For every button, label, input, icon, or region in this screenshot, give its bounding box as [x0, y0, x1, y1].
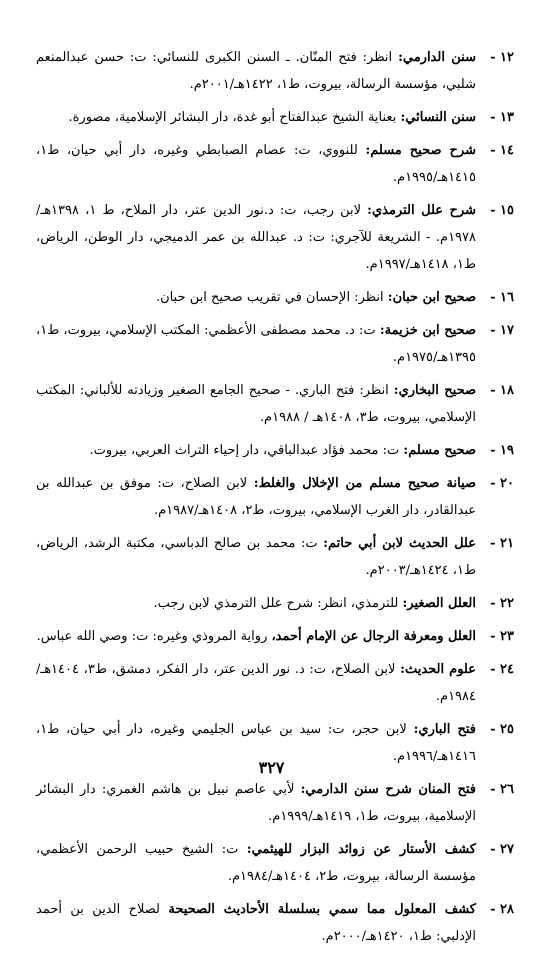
entry-title: علوم الحديث:: [400, 662, 476, 677]
entry-body: [36, 590, 476, 617]
bibliography-entry: [36, 776, 514, 830]
entry-title: صحيح ابن خزيمة:: [379, 323, 476, 338]
entry-number: ١٨ -: [490, 383, 514, 398]
bibliography-entry: [36, 656, 514, 710]
entry-body: [36, 623, 476, 650]
entry-text: لابن رجب، ت: د.نور الدين عتر، دار الملاح، ط ١، ١٣٩٨هـ/١٩٧٨م. - الشريعة للآجري: ت: د. عبدالله بن عمر الدميجي، دار الوطن، الرياض، ط١، ١٤١٨هـ/١٩٩٧م.: [36, 203, 476, 272]
entry-number: ١٩ -: [490, 443, 514, 458]
entry-title: صيانة صحيح مسلم من الإخلال والغلط:: [253, 476, 477, 491]
entry-text: ت: محمد بن صالح الدباسي، مكتبة الرشد، الرياض، ط١، ١٤٢٤هـ/٢٠٠٣م.: [36, 536, 476, 578]
entry-number: ٢٨ -: [490, 902, 514, 917]
entry-number: ٢٢ -: [490, 596, 514, 611]
bibliography-entry: [36, 104, 514, 131]
bibliography-entry: [36, 44, 514, 98]
entry-text: لأبي عاصم نبيل بن هاشم الغمري: دار البشائر الإسلامية، بيروت، ط١، ١٤١٩هـ/١٩٩٩م.: [36, 782, 476, 824]
entry-number: ٢٥ -: [490, 722, 514, 737]
bibliography-entry: [36, 836, 514, 890]
entry-title: فتح الباري:: [413, 722, 476, 737]
entry-number: ١٥ -: [490, 203, 514, 218]
entry-text: انظر: فتح الباري. - صحيح الجامع الصغير وزيادته للألباني: المكتب الإسلامي، بيروت، ط٣، ١٤٠٨هـ / ١٩٨٨م.: [36, 383, 476, 425]
entry-title: العلل ومعرفة الرجال عن الإمام أحمد،: [271, 629, 476, 644]
entry-number: ١٤ -: [490, 143, 514, 158]
bibliography-entry: [36, 284, 514, 311]
entry-title: شرح صحيح مسلم:: [365, 143, 476, 158]
entry-number: ١٧ -: [490, 323, 514, 338]
bibliography-entry: [36, 590, 514, 617]
entry-body: [36, 530, 476, 584]
entry-text: رواية المروذي وغيره: ت: وصي الله عباس.: [36, 629, 272, 644]
entry-number: ٢٣ -: [490, 629, 514, 644]
entry-title: علل الحديث لابن أبي حاتم:: [323, 536, 476, 551]
entry-body: [36, 104, 476, 131]
bibliography-entry: [36, 470, 514, 524]
entry-body: [36, 836, 476, 890]
entry-number: ٢٧ -: [490, 842, 514, 857]
entry-title: صحيح مسلم:: [403, 443, 476, 458]
entry-body: [36, 137, 476, 191]
bibliography-entry: [36, 623, 514, 650]
entry-number: ١٢ -: [490, 50, 514, 65]
entry-text: للنووي، ت: عصام الصبابطي وغيره، دار أبي حيان، ط١، ١٤١٥هـ/١٩٩٥م.: [36, 143, 476, 185]
entry-title: سنن الدارمي:: [398, 50, 476, 65]
entry-text: لابن الصلاح، ت: د. نور الدين عتر، دار الفكر، دمشق، ط٣، ١٤٠٤هـ/١٩٨٤م.: [36, 662, 476, 704]
entry-number: ٢١ -: [490, 536, 514, 551]
entry-text: لابن الصلاح، ت: موفق بن عبدالله بن عبدالقادر، دار الغرب الإسلامي، بيروت، ط٢، ١٤٠٨هـ/١٩٨٧م.: [36, 476, 476, 518]
page-number: ٣٢٧: [258, 758, 285, 777]
entry-body: [36, 896, 476, 950]
bibliography-entry: [36, 317, 514, 371]
bibliography-entry: [36, 137, 514, 191]
entry-title: العلل الصغير:: [402, 596, 476, 611]
entry-body: [36, 437, 476, 464]
entry-text: انظر: فتح المنّان. ـ السنن الكبرى للنسائي: ت: حسن عبدالمنعم شلبي، مؤسسة الرسالة، بيروت، ط١، ١٤٢٢هـ/٢٠٠١م.: [36, 50, 476, 92]
entry-text: بعناية الشيخ عبدالفتاح أبو غدة، دار البشائر الإسلامية، مصورة.: [68, 110, 401, 125]
entry-body: [36, 284, 476, 311]
entry-body: [36, 44, 476, 98]
entry-text: ت: د. محمد مصطفى الأعظمي: المكتب الإسلامي، بيروت، ط١، ١٣٩٥هـ/١٩٧٥م.: [36, 323, 476, 365]
entry-title: سنن النسائي:: [400, 110, 476, 125]
bibliography-list: [36, 44, 514, 956]
bibliography-entry: [36, 437, 514, 464]
entry-title: كشف الأستار عن زوائد البزار للهيثمي:: [246, 842, 476, 857]
entry-title: صحيح البخاري:: [393, 383, 476, 398]
entry-title: فتح المنان شرح سنن الدارمي:: [300, 782, 476, 797]
bibliography-entry: [36, 896, 514, 950]
entry-title: كشف المعلول مما سمي بسلسلة الأحاديث الصحيحة: [168, 902, 476, 917]
entry-body: [36, 470, 476, 524]
entry-number: ١٦ -: [490, 290, 514, 305]
entry-text: ت: محمد فؤاد عبدالباقي، دار إحياء التراث العربي، بيروت.: [89, 443, 404, 458]
entry-text: ت: الشيخ حبيب الرحمن الأعظمي، مؤسسة الرسالة، بيروت، ط٢، ١٤٠٤هـ/١٩٨٤م.: [36, 842, 476, 884]
bibliography-entry: [36, 377, 514, 431]
entry-number: ٢٠ -: [490, 476, 514, 491]
entry-body: [36, 197, 476, 278]
entry-body: [36, 656, 476, 710]
entry-body: [36, 317, 476, 371]
entry-text: لابن حجر، ت: سيد بن عباس الجليمي وغيره، دار أبي حيان، ط١، ١٤١٦هـ/١٩٩٦م.: [36, 722, 476, 764]
bibliography-entry: [36, 197, 514, 278]
entry-title: صحيح ابن حبان:: [387, 290, 476, 305]
entry-number: ٢٤ -: [490, 662, 514, 677]
entry-body: [36, 377, 476, 431]
entry-number: ١٣ -: [490, 110, 514, 125]
entry-body: [36, 776, 476, 830]
entry-text: انظر: الإحسان في تقريب صحيح ابن حبان.: [155, 290, 388, 305]
entry-text: لصلاح الدين بن أحمد الإدلبي: ط١، ١٤٢٠هـ/٢٠٠٠م.: [36, 902, 476, 944]
entry-text: للترمذي، انظر: شرح علل الترمذي لابن رجب.: [153, 596, 403, 611]
entry-title: شرح علل الترمذي:: [367, 203, 476, 218]
entry-number: ٢٦ -: [490, 782, 514, 797]
bibliography-entry: [36, 530, 514, 584]
